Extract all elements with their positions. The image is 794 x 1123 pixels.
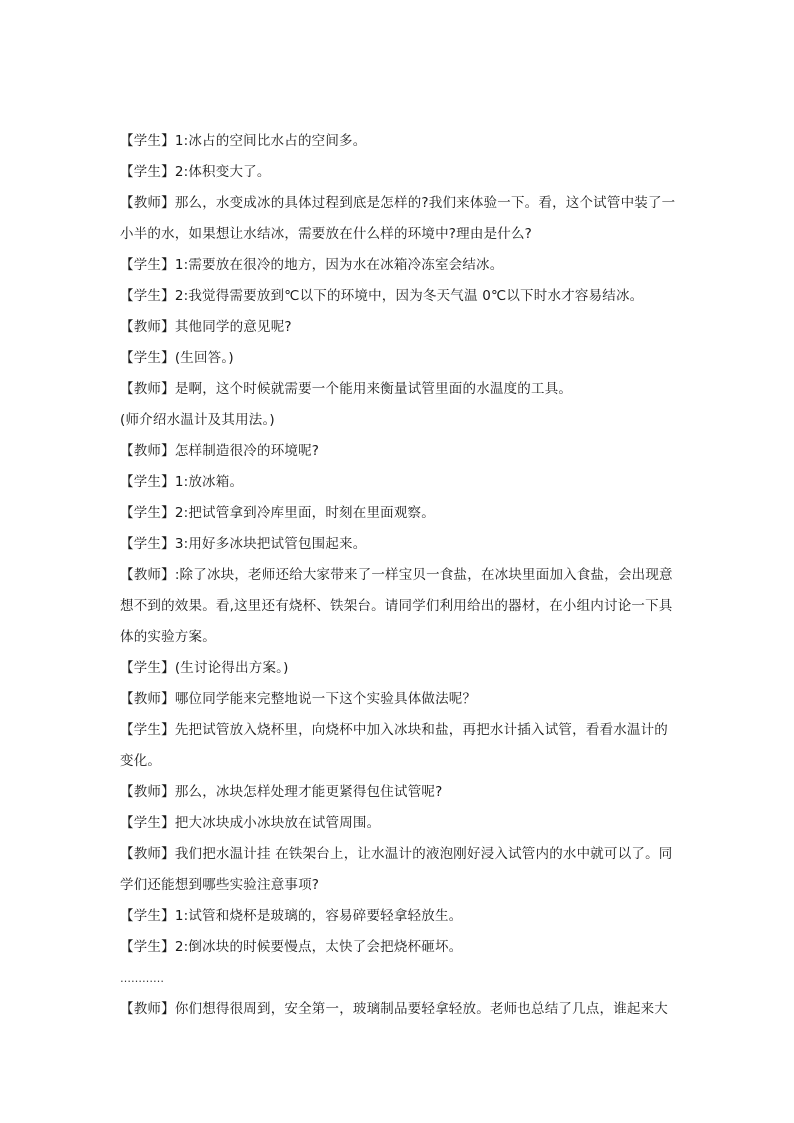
dialogue-text: 那么，冰块怎样处理才能更紧得包住试管呢? bbox=[174, 784, 443, 800]
dialogue-line bbox=[120, 529, 680, 560]
dialogue-text: 把大冰块成小冰块放在试管周围。 bbox=[174, 815, 381, 831]
dialogue-text: 1:放冰箱。 bbox=[174, 474, 244, 490]
dialogue-text: 我们把水温计挂 在铁架台上，让水温计的液泡刚好浸入试管内的水中就可以了。同学们还能想到哪些实验注意事项? bbox=[120, 846, 673, 893]
speaker-tag: 【学生】 bbox=[120, 908, 175, 924]
speaker-tag: 【学生】 bbox=[120, 505, 175, 521]
ellipsis-separator: ………… bbox=[120, 972, 164, 985]
dialogue-line bbox=[120, 157, 680, 188]
dialogue-text: 其他同学的意见呢? bbox=[174, 319, 292, 335]
dialogue-text: 1:冰占的空间比水占的空间多。 bbox=[174, 133, 367, 149]
speaker-tag: 【学生】 bbox=[120, 815, 175, 831]
dialogue-line bbox=[120, 932, 680, 963]
dialogue-text: 那么，水变成冰的具体过程到底是怎样的?我们来体验一下。看，这个试管中装了一小半的水，如果想让水结冰，需要放在什么样的环境中?理由是什么? bbox=[120, 195, 676, 242]
dialogue-text: 你们想得很周到，安全第一，玻璃制品要轻拿轻放。老师也总结了几点，谁起来大 bbox=[174, 1001, 669, 1017]
dialogue-text: 1:需要放在很冷的地方，因为水在冰箱冷冻室会结冰。 bbox=[174, 257, 504, 273]
dialogue-line bbox=[120, 281, 680, 312]
speaker-tag: 【教师】 bbox=[120, 784, 175, 800]
dialogue-line bbox=[120, 560, 680, 653]
dialogue-text: (生回答。) bbox=[174, 350, 234, 366]
dialogue-text: 先把试管放入烧杯里，向烧杯中加入冰块和盐，再把水计插入试管，看看水温计的变化。 bbox=[120, 722, 669, 769]
dialogue-text: 哪位同学能来完整地说一下这个实验具体做法呢？ bbox=[174, 691, 477, 707]
speaker-tag: 【学生】 bbox=[120, 536, 175, 552]
speaker-tag: 【学生】 bbox=[120, 288, 175, 304]
dialogue-line bbox=[120, 684, 680, 715]
dialogue-line bbox=[120, 188, 680, 250]
dialogue-line bbox=[120, 653, 680, 684]
speaker-tag: 【学生】 bbox=[120, 257, 175, 273]
dialogue-line bbox=[120, 808, 680, 839]
dialogue-text: 2:体积变大了。 bbox=[174, 164, 271, 180]
speaker-tag: 【教师】 bbox=[120, 195, 175, 211]
dialogue-text: 2:我觉得需要放到℃以下的环境中，因为冬天气温 0℃以下时水才容易结冰。 bbox=[174, 288, 644, 304]
dialogue-text: 3:用好多冰块把试管包围起来。 bbox=[174, 536, 367, 552]
speaker-tag: 【教师】 bbox=[120, 691, 175, 707]
stage-direction bbox=[120, 405, 680, 436]
speaker-tag: 【学生】 bbox=[120, 133, 175, 149]
dialogue-line bbox=[120, 374, 680, 405]
speaker-tag: 【学生】 bbox=[120, 474, 175, 490]
speaker-tag: 【教师】 bbox=[120, 1001, 175, 1017]
speaker-tag: 【教师】 bbox=[120, 381, 175, 397]
dialogue-line bbox=[120, 343, 680, 374]
dialogue-text: (师介绍水温计及其用法。) bbox=[120, 412, 275, 428]
dialogue-text: 2:把试管拿到冷库里面，时刻在里面观察。 bbox=[174, 505, 435, 521]
speaker-tag: 【教师】 bbox=[120, 319, 175, 335]
dialogue-text: :除了冰块，老师还给大家带来了一样宝贝一食盐，在冰块里面加入食盐，会出现意想不到的效果。看,这里还有烧杯、铁架台。请同学们利用给出的器材，在小组内讨论一下具体的实验方案。 bbox=[120, 567, 673, 645]
dialogue-line bbox=[120, 250, 680, 281]
dialogue-line bbox=[120, 126, 680, 157]
transcript-body bbox=[120, 126, 680, 1025]
speaker-tag: 【学生】 bbox=[120, 722, 175, 738]
speaker-tag: 【教师】 bbox=[120, 567, 175, 583]
dialogue-line bbox=[120, 498, 680, 529]
speaker-tag: 【学生】 bbox=[120, 164, 175, 180]
speaker-tag: 【学生】 bbox=[120, 350, 175, 366]
dialogue-line bbox=[120, 715, 680, 777]
dialogue-text: 2:倒冰块的时候要慢点，太快了会把烧杯砸坏。 bbox=[174, 939, 463, 955]
dialogue-text: 是啊，这个时候就需要一个能用来衡量试管里面的水温度的工具。 bbox=[174, 381, 573, 397]
dialogue-text: 怎样制造很冷的环境呢? bbox=[174, 443, 320, 459]
dialogue-line bbox=[120, 436, 680, 467]
speaker-tag: 【教师】 bbox=[120, 443, 175, 459]
speaker-tag: 【学生】 bbox=[120, 660, 175, 676]
dialogue-line bbox=[120, 777, 680, 808]
dialogue-line bbox=[120, 901, 680, 932]
dialogue-text: (生讨论得出方案。) bbox=[174, 660, 289, 676]
speaker-tag: 【教师】 bbox=[120, 846, 175, 862]
dialogue-line bbox=[120, 312, 680, 343]
dialogue-line bbox=[120, 467, 680, 498]
dialogue-line bbox=[120, 994, 680, 1025]
dialogue-text: 1:试管和烧杯是玻璃的，容易碎要轻拿轻放生。 bbox=[174, 908, 463, 924]
dialogue-line bbox=[120, 839, 680, 901]
speaker-tag: 【学生】 bbox=[120, 939, 175, 955]
